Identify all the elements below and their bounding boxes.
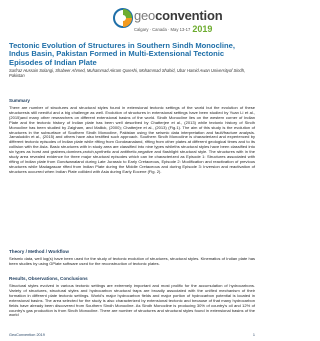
paper-authors: Sarfraz Hussain Solangi, Shabeer Ahmed, Muhammad Akram Qureshi, Mohammad Shahid, Ubar Hamid Awan Universityof Sindh, Pakistan [9, 68, 246, 78]
page-number: 1 [252, 333, 255, 337]
conference-header [0, 6, 264, 34]
brand-name [134, 8, 222, 23]
results-text: Structural styles evolved in various tectonic settings are extremely important and most prolific for the accumulation of hydrocarbons. Variety of structures, structural styles and hydrocarbon structural traps are broadly associated with the unified mechanism of their formation in different plate tectonic settings. World's major hydrocarbon fields and major portion of hydrocarbon potential is located in extensional basins. The area selected for the study is also characterized by extensional tectonic and because of that many hydrocarbon fields have already been discovered from Southern Sindh Monocline. As Sindh Monocline is producing 30% of country's oil and 12% of country's gas production is from Sindh Monocline. There are number of structures and structural styles found in extensional basins of the world [9, 283, 255, 318]
tagline-text: Calgary · Canada · May 13-17 [134, 27, 191, 32]
brand-geo: geo [134, 8, 156, 23]
paper-title: Tectonic Evolution of Structures in Southern Sindh Monocline, Indus Basin, Pakistan Formed in Multi-Extensional Tectonic Episodes of Indian Plate [9, 41, 235, 67]
results-heading: Results, Observations, Conclusions [9, 276, 88, 281]
summary-heading: Summary [9, 98, 30, 103]
brand-convention: convention [155, 8, 223, 23]
brand-tagline [134, 23, 212, 33]
method-text: Seismic data, well log(s) have been used for the study of tectonic evolution of structures, structural styles. Kinematics of Indian plate has been studies by using GPlate software used for the reconstruction of tectonic plates. [9, 256, 255, 266]
brand-year: 2019 [192, 24, 213, 34]
footer-conference: GeoConvention 2019 [9, 333, 45, 337]
geoconvention-logo-icon [113, 8, 133, 28]
method-heading: Theory / Method / Workflow [9, 249, 69, 254]
summary-text: There are number of structures and structural styles found in extensional tectonic settings of the world but the evolution of these structuresis still needful and a big challenge as well. Evolution of structures in extensional settings have been studied by Yuan Li et al., (2015)and many other researchers on different extensional basins of the world. Sindh Monocline lies on the western corner of Indian Plate and the tectonic history of Indian plate has been well described by Chatterjee et al., (2013) while tectonic history of Sindh Monocline has been studied by Zaigham, and Mallick, (2000); Chatterjee et al., (2013) (Fig.1). The aim of this study is the evolution of structures in the subsurface of Southern Sindh Monocline, Pakistan using the seismic data interpretation and fault/fracture analysis. Jamaluddin et al., (2015) and others have also testified such approach. Southern Sindh Monocline is characterized and experienced by different tectonic episodes of Indian plate while rifting from Gondwanaland, rifting from other plates at different geological times and to its collision with the Asia. Basic structures with in study area are classified into nine types whileths structural styles have been classified into six types as horst and grabens,domines,crotch,synthetic and antithetic,negative and flashlight structural style. The structures with in the study area revealed evidence for three major structural episodes which can be characterized as Episode 1: Structures associated with rifting of Indian plate from Gondwanaland during Late Jurassic to Early Cretaceous, Episode 2: Modification and reactivation of previous structures while Madagascar rifted from Indian Plate during the Middle Cretaceous and during Episode 3: Inversion and reactivation of structures occurred when Indian Plate collided with Asia during Early Eocene (Fig. 2). [9, 105, 255, 174]
